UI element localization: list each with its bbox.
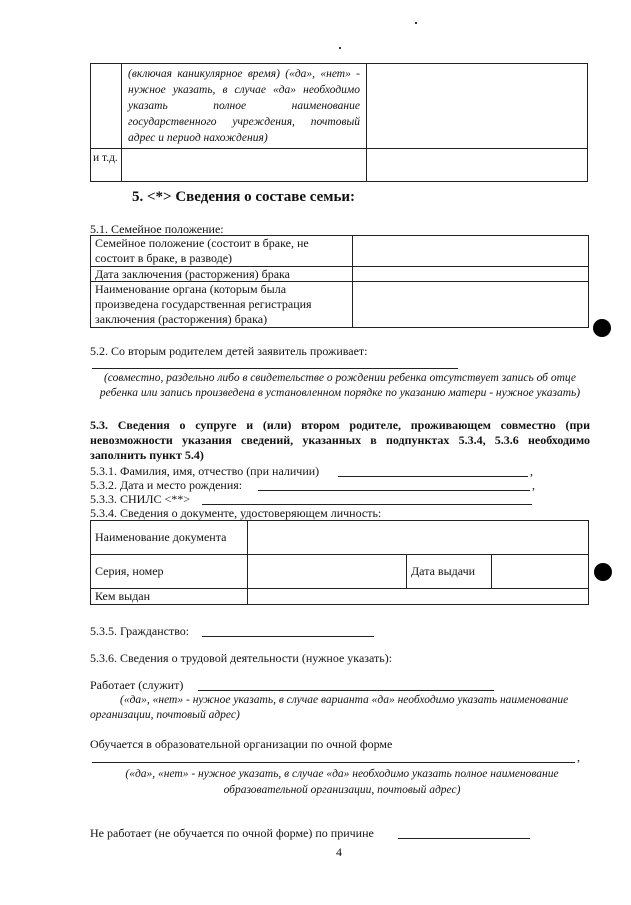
etc-label: и т.д.	[91, 149, 122, 182]
birth-line[interactable]	[258, 490, 530, 491]
employment-label: 5.3.6. Сведения о трудовой деятельности (нужное указать):	[90, 651, 393, 665]
punch-hole-mark	[593, 319, 611, 337]
family-status-label: 5.1. Семейное положение:	[90, 222, 224, 236]
family-status-table	[90, 235, 589, 328]
family-status-row: Семейное положение (состоит в браке, не состоит в браке, в разводе)	[91, 236, 353, 267]
studies-label: Обучается в образовательной организации по очной форме	[90, 737, 393, 751]
registration-body-row: Наименование органа (которым была произведена государственная регистрация заключения (расторжения) брака)	[91, 282, 353, 328]
citizenship-label: 5.3.5. Гражданство:	[90, 624, 190, 638]
continuation-text: (включая каникулярное время) («да», «нет» - нужное указать, в случае «да» необходимо указать полное наименование государственного учреждения, почтовый адрес и период нахождения)	[122, 64, 367, 149]
doc-series-label: Серия, номер	[91, 555, 248, 589]
second-parent-line	[92, 368, 458, 369]
snils-label: 5.3.3. СНИЛС <**>	[90, 492, 191, 506]
second-parent-label: 5.2. Со вторым родителем детей заявитель проживает:	[90, 344, 368, 358]
birth-label: 5.3.2. Дата и место рождения:	[90, 478, 243, 492]
section-title: 5. <*> Сведения о составе семьи:	[132, 189, 356, 205]
comma: ,	[577, 750, 580, 764]
not-working-line[interactable]	[398, 838, 530, 839]
id-document-label: 5.3.4. Сведения о документе, удостоверяющем личность:	[90, 506, 382, 520]
id-document-table	[90, 520, 589, 605]
scan-speck	[415, 22, 417, 24]
doc-name-label: Наименование документа	[91, 521, 248, 555]
studies-note: («да», «нет» - нужное указать, в случае «да» необходимо указать полное наименование образовательной организации, почтовый адрес)	[125, 768, 559, 796]
citizenship-line[interactable]	[202, 636, 374, 637]
continuation-table	[90, 63, 588, 182]
works-line[interactable]	[198, 690, 494, 691]
scan-speck	[339, 47, 341, 49]
doc-issue-date-label: Дата выдачи	[407, 555, 492, 589]
not-working-label: Не работает (не обучается по очной форме) по причине	[90, 826, 374, 840]
punch-hole-mark	[594, 563, 612, 581]
spouse-heading: 5.3. Сведения о супруге и (или) втором родителе, проживающем совместно (при невозможности указания сведений, указанных в подпунктах 5.3.4, 5.3.6 необходимо заполнить пункт 5.4)	[90, 418, 590, 462]
studies-line[interactable]	[92, 762, 575, 763]
doc-issued-by-label: Кем выдан	[91, 589, 248, 605]
works-label: Работает (служит)	[90, 678, 184, 692]
second-parent-note: (совместно, раздельно либо в свидетельстве о рождении ребенка отсутствует запись об отце ребенка или запись произведена в установленном порядке по указанию матери - нужное указать)	[99, 372, 581, 399]
marriage-date-row: Дата заключения (расторжения) брака	[91, 267, 353, 282]
full-name-label: 5.3.1. Фамилия, имя, отчество (при наличии)	[90, 464, 320, 478]
comma: ,	[532, 478, 535, 492]
page-number: 4	[336, 845, 342, 859]
works-note: («да», «нет» - нужное указать, в случае варианта «да» необходимо указать наименование организации, почтовый адрес)	[90, 694, 569, 721]
comma: ,	[530, 464, 533, 478]
snils-line[interactable]	[202, 504, 532, 505]
full-name-line[interactable]	[338, 476, 528, 477]
